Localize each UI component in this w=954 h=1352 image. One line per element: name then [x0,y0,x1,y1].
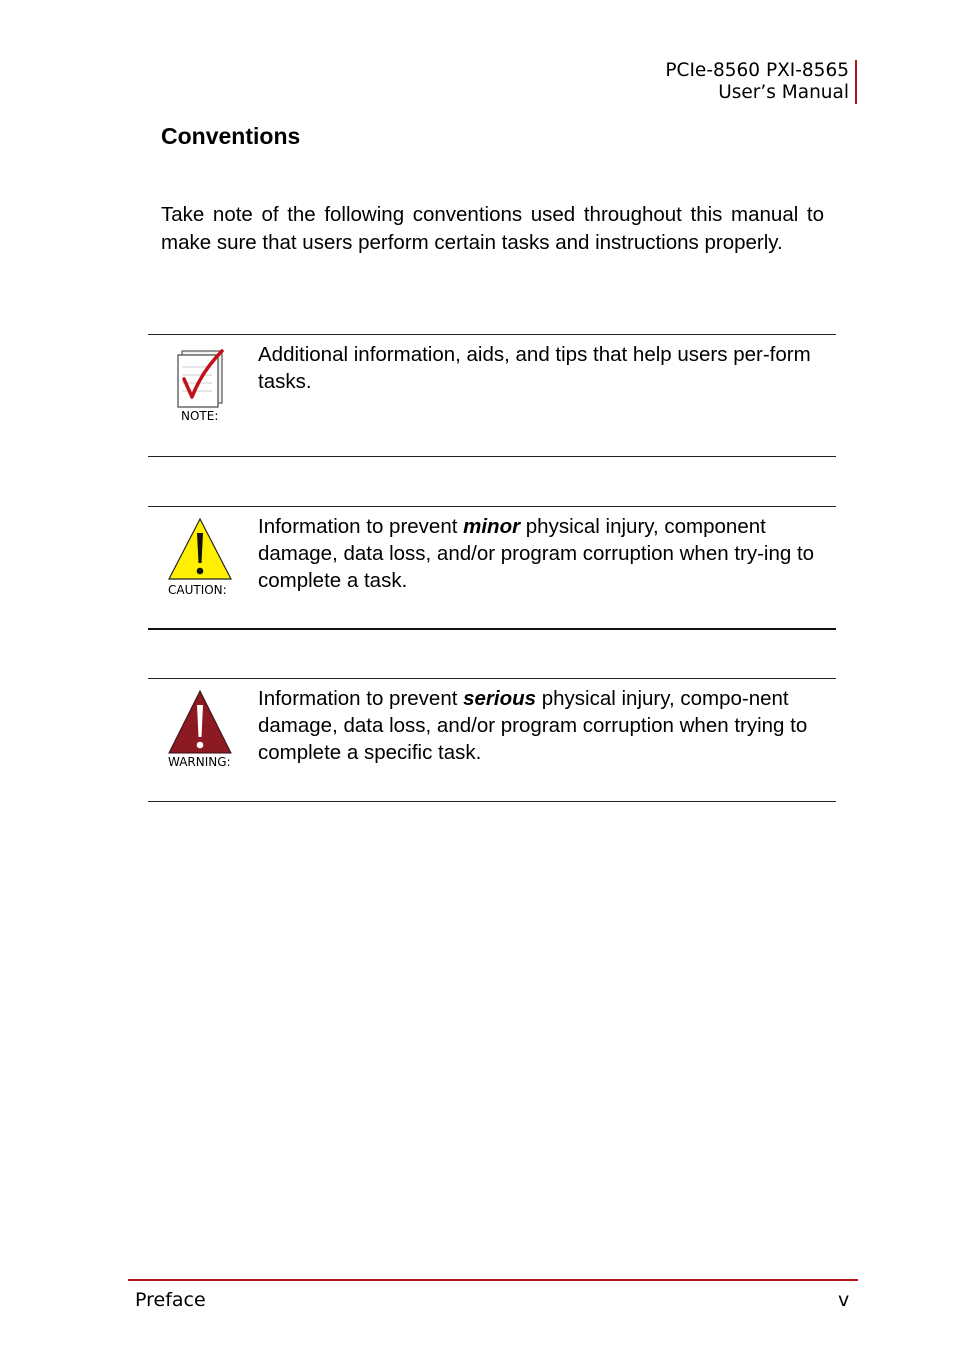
caution-label: CAUTION: [168,583,227,597]
caution-text-start: Information to prevent [258,515,464,538]
caution-triangle-icon [167,517,233,581]
warning-text-start: Information to prevent [258,687,464,710]
footer-section-name: Preface [135,1289,206,1311]
section-title: Conventions [161,123,301,149]
footer-divider [128,1279,858,1281]
running-header [665,60,857,104]
note-box [148,334,836,457]
caution-text-end: physical injury, component damage, data loss, and/or program corruption when try-ing to complete a task. [258,515,815,592]
note-label: NOTE: [181,409,219,423]
warning-label: WARNING: [168,755,231,769]
caution-emphasis: minor [463,515,521,538]
warning-text-end: physical injury, compo-nent damage, data loss, and/or program corruption when trying to complete a specific task. [258,687,808,764]
header-product: PCIe-8560 PXI-8565 [665,60,849,81]
warning-emphasis: serious [463,687,537,710]
note-checkmark-icon [172,345,232,409]
footer-page-number: v [838,1289,850,1311]
warning-triangle-icon [167,689,233,755]
header-manual: User’s Manual [718,82,849,103]
caution-box [148,506,836,630]
warning-text [258,685,828,766]
warning-box [148,678,836,802]
intro-paragraph: Take note of the following conventions used throughout this manual to make sure that users perform certain tasks and instructions properly. [161,203,824,254]
note-text: Additional information, aids, and tips that help users per-form tasks. [258,343,811,393]
caution-text [258,513,828,594]
